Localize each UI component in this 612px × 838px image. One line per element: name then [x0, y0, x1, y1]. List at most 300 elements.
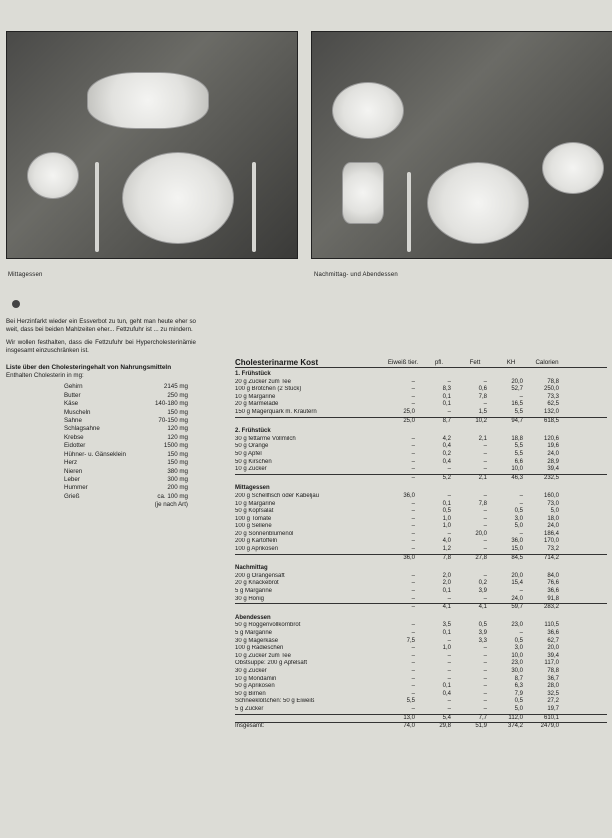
table-row [235, 538, 607, 546]
table-row [235, 580, 607, 588]
table-cell-name: 30 g fettarme Vollmilch [235, 435, 296, 442]
table-cell: – [411, 508, 415, 515]
table-cell: 36,0 [403, 554, 415, 561]
table-cell: 24,0 [547, 450, 559, 457]
table-row [235, 531, 607, 539]
table-cell: 5,4 [442, 714, 451, 721]
table-cell: – [447, 698, 451, 705]
table-cell: 1,5 [478, 408, 487, 415]
table-cell: – [411, 530, 415, 537]
table-row [235, 386, 607, 394]
table-cell-name: 100 g Sellerie [235, 523, 272, 530]
table-header [235, 345, 607, 368]
table-cell: 23,0 [511, 622, 523, 629]
table-sum-row [235, 474, 607, 483]
table-cell: 27,8 [475, 554, 487, 561]
list-item-food: Eidotter [64, 442, 86, 450]
table-cell: 714,2 [543, 554, 559, 561]
list-item-food: Muscheln [64, 408, 91, 416]
list-item [64, 493, 196, 501]
table-section-heading: 2. Frühstück [235, 428, 271, 435]
list-item-food: Gehirn [64, 383, 83, 391]
body-text-column [6, 318, 196, 510]
table-cell: 18,8 [511, 435, 523, 442]
table-sum-row [235, 554, 607, 563]
list-item-value: 2145 mg [163, 383, 188, 391]
table-cell: 5,5 [514, 408, 523, 415]
table-row [235, 401, 607, 409]
table-cell-name: 20 g Sonnenblumenöl [235, 530, 294, 537]
table-cell: 7,5 [406, 637, 415, 644]
table-cell: 32,5 [547, 690, 559, 697]
list-item-value: 120 mg [167, 425, 188, 433]
table-row [235, 676, 607, 684]
table-cell: – [411, 401, 415, 408]
table-cell: 25,0 [403, 408, 415, 415]
table-section-heading: Abendessen [235, 614, 271, 621]
table-cell: 0,4 [442, 458, 451, 465]
table-cell: – [411, 667, 415, 674]
table-cell: – [447, 408, 451, 415]
table-cell: 36,0 [511, 538, 523, 545]
list-item-value: 120 mg [167, 433, 188, 441]
table-cell: – [447, 378, 451, 385]
platter-icon [87, 72, 209, 129]
table-cell-name: Insgesamt: [235, 723, 265, 730]
table-cell: – [447, 530, 451, 537]
table-cell: – [411, 443, 415, 450]
table-cell: – [519, 393, 523, 400]
table-row [235, 523, 607, 531]
table-cell: – [519, 492, 523, 499]
table-cell: 1,0 [442, 515, 451, 522]
table-cell: – [519, 630, 523, 636]
table-cell-name: Schneeklößchen: 50 g Eiweiß [235, 698, 315, 705]
table-cell-name: 100 g Radieschen [235, 645, 284, 652]
table-cell: 7,8 [478, 500, 487, 507]
table-sum-row [235, 417, 607, 426]
table-cell: 2,0 [442, 580, 451, 587]
table-cell: – [483, 401, 487, 408]
list-item-value: 380 mg [167, 467, 188, 475]
table-cell: 3,9 [478, 630, 487, 636]
table-cell: – [519, 500, 523, 507]
cup-icon [542, 142, 604, 194]
table-cell: – [411, 386, 415, 393]
list-item-food: Butter [64, 391, 81, 399]
table-cell-name: 5 g Margarine [235, 630, 273, 636]
header-eiweiss-tier: Eiweiß tier. [387, 359, 419, 367]
list-item [64, 425, 196, 433]
list-item-value: 140-180 mg [154, 400, 188, 408]
table-row [235, 508, 607, 516]
table-cell: 160,0 [543, 492, 559, 499]
table-row [235, 546, 607, 554]
table-cell: – [483, 538, 487, 545]
paragraph-2: Wir wollen festhalten, dass die Fettzufuhr bei Hypercholesterinämie insgesamt einzuschränken ist. [6, 338, 196, 355]
table-cell: 0,5 [478, 622, 487, 629]
list-item-food: Herz [64, 459, 78, 467]
table-cell: 2,1 [478, 435, 487, 442]
table-cell: 0,1 [442, 500, 451, 507]
table-cell: 5,5 [514, 450, 523, 457]
table-cell: 8,7 [514, 675, 523, 682]
table-row [235, 622, 607, 630]
photo-nachmittag-abendessen [311, 31, 612, 259]
table-cell: – [483, 667, 487, 674]
list-item [64, 409, 196, 417]
table-cell: 4,1 [442, 604, 451, 611]
table-cell: – [411, 538, 415, 545]
table-cell: 1,0 [442, 523, 451, 530]
list-subtitle: Enthalten Cholesterin in mg: [6, 372, 84, 380]
table-cell: 3,9 [478, 588, 487, 595]
table-cell: – [447, 652, 451, 659]
table-row [235, 466, 607, 474]
table-cell: – [411, 474, 415, 481]
list-item-value: 300 mg [167, 475, 188, 483]
list-item-food: Krebse [64, 433, 84, 441]
list-item-value: 150 mg [167, 459, 188, 467]
table-cell-name: 5 g Margarine [235, 588, 273, 595]
list-item [64, 501, 196, 509]
diet-table [235, 345, 607, 838]
table-cell: 1,0 [442, 645, 451, 652]
table-cell: 0,1 [442, 588, 451, 595]
list-item [64, 392, 196, 400]
table-row [235, 638, 607, 646]
table-cell: 4,1 [478, 604, 487, 611]
table-cell: 78,8 [547, 667, 559, 674]
knife-icon [252, 162, 256, 252]
table-row [235, 409, 607, 417]
table-cell-name [235, 715, 385, 723]
table-row [235, 683, 607, 691]
table-cell: – [483, 705, 487, 712]
table-cell: 29,8 [439, 723, 451, 730]
table-cell: 78,8 [547, 378, 559, 385]
table-row [235, 588, 607, 596]
table-cell: 74,0 [403, 723, 415, 730]
table-cell: 16,5 [511, 401, 523, 408]
table-cell: 186,4 [543, 530, 559, 537]
table-cell: 0,5 [514, 637, 523, 644]
list-item [64, 442, 196, 450]
table-cell: – [447, 675, 451, 682]
table-cell: 28,9 [547, 458, 559, 465]
table-cell: 7,8 [442, 554, 451, 561]
table-cell: 46,3 [511, 474, 523, 481]
table-row [235, 379, 607, 387]
header-fett: Fett [469, 359, 481, 367]
table-cell: – [411, 450, 415, 457]
table-cell-name: 150 g Magerquark m. Kräutern [235, 408, 317, 415]
table-cell: 0,1 [442, 630, 451, 636]
list-item [64, 451, 196, 459]
table-row [235, 691, 607, 699]
table-cell: 84,0 [547, 572, 559, 579]
table-cell: 20,0 [475, 530, 487, 537]
table-cell: – [411, 705, 415, 712]
table-cell: 8,3 [442, 386, 451, 393]
table-cell: 3,0 [514, 515, 523, 522]
list-item [64, 400, 196, 408]
table-cell: 7,8 [478, 393, 487, 400]
table-cell-name [235, 418, 385, 426]
list-item [64, 434, 196, 442]
table-cell: 24,0 [547, 523, 559, 530]
table-cell: 19,7 [547, 705, 559, 712]
table-cell: 3,3 [478, 637, 487, 644]
table-cell: 20,0 [511, 572, 523, 579]
table-cell-name: 50 g Orange [235, 443, 269, 450]
list-title: Liste über den Cholesteringehalt von Nahrungsmitteln [6, 363, 172, 371]
table-cell-name: 10 g Zucker zum Tee [235, 652, 291, 659]
table-cell: 0,6 [478, 386, 487, 393]
table-cell: 5,0 [514, 705, 523, 712]
table-cell: 36,0 [403, 492, 415, 499]
table-cell: – [411, 466, 415, 473]
table-cell: – [483, 683, 487, 690]
table-cell: – [411, 690, 415, 697]
table-cell: – [483, 458, 487, 465]
header-eiweiss-pfl: pfl. [434, 359, 444, 367]
table-cell: – [411, 595, 415, 602]
table-cell: 0,1 [442, 393, 451, 400]
table-cell: – [483, 443, 487, 450]
table-cell: 6,3 [514, 683, 523, 690]
table-cell-name: 100 g Tomate [235, 515, 272, 522]
table-cell: – [411, 660, 415, 667]
table-cell: 10,2 [475, 417, 487, 424]
table-cell: – [411, 523, 415, 530]
table-cell: – [411, 546, 415, 553]
fork-icon [407, 172, 411, 252]
table-cell: 0,5 [514, 698, 523, 705]
table-cell: – [483, 652, 487, 659]
table-cell: 30,0 [511, 667, 523, 674]
table-cell: 3,0 [514, 645, 523, 652]
table-cell: 73,2 [547, 546, 559, 553]
table-row [235, 653, 607, 661]
table-cell: 36,6 [547, 630, 559, 636]
table-cell: 25,0 [403, 417, 415, 424]
table-cell: 62,7 [547, 637, 559, 644]
table-cell: – [483, 698, 487, 705]
table-cell-name: 50 g Roggenvollkornbrot [235, 622, 301, 629]
list-item-food [64, 501, 128, 509]
table-cell: 5,5 [406, 698, 415, 705]
table-row [235, 645, 607, 653]
table-row [235, 443, 607, 451]
list-item [64, 383, 196, 391]
table-cell: 2,1 [478, 474, 487, 481]
list-item-value: 250 mg [167, 391, 188, 399]
table-row [235, 394, 607, 402]
table-cell: 283,2 [543, 604, 559, 611]
table-cell: 51,9 [475, 723, 487, 730]
table-cell-name: 10 g Margarine [235, 500, 276, 507]
table-cell: – [411, 588, 415, 595]
table-sum-row [235, 714, 607, 723]
table-cell-name: 50 g Aprikosen [235, 683, 275, 690]
table-cell: – [411, 604, 415, 611]
table-cell: – [447, 705, 451, 712]
table-cell: 39,4 [547, 466, 559, 473]
table-row [235, 573, 607, 581]
table-cell: 18,0 [547, 515, 559, 522]
table-cell: – [447, 466, 451, 473]
table-cell: – [483, 660, 487, 667]
list-item-value: ca. 100 mg [157, 492, 188, 500]
list-item [64, 468, 196, 476]
plate-icon [427, 162, 529, 244]
table-cell: 36,7 [547, 675, 559, 682]
table-cell: 4,0 [442, 538, 451, 545]
table-cell-name: 20 g Knäckebrot [235, 580, 279, 587]
table-cell: 5,2 [442, 474, 451, 481]
table-cell: 5,0 [514, 523, 523, 530]
table-cell: – [411, 500, 415, 507]
table-cell: – [411, 630, 415, 636]
table-cell: – [411, 378, 415, 385]
table-cell: 4,2 [442, 435, 451, 442]
table-cell-name: 100 g Aprikosen [235, 546, 279, 553]
table-cell: – [519, 588, 523, 595]
table-row [235, 660, 607, 668]
table-cell: – [447, 595, 451, 602]
plate-icon [122, 152, 234, 244]
table-cell: 610,1 [543, 714, 559, 721]
table-cell-name: 10 g Zucker [235, 466, 267, 473]
table-cell: – [483, 675, 487, 682]
table-cell: – [411, 393, 415, 400]
list-item-food: Schlagsahne [64, 425, 100, 433]
table-cell-name [235, 604, 385, 612]
list-item [64, 484, 196, 492]
table-section-heading: Nachmittag [235, 565, 268, 572]
list-item-value: 150 mg [167, 408, 188, 416]
table-cell: – [483, 378, 487, 385]
table-cell: 20,0 [547, 645, 559, 652]
table-cell: 94,7 [511, 417, 523, 424]
list-item [64, 417, 196, 425]
table-cell: 618,5 [543, 417, 559, 424]
table-cell: 19,6 [547, 443, 559, 450]
list-item-value: 70-150 mg [158, 417, 188, 425]
table-section-heading: 1. Frühstück [235, 371, 271, 377]
table-row [235, 501, 607, 509]
table-cell: – [483, 508, 487, 515]
table-cell: – [483, 572, 487, 579]
table-cell-name: 50 g Apfel [235, 450, 262, 457]
table-cell: 120,6 [543, 435, 559, 442]
table-cell: – [447, 637, 451, 644]
table-row [235, 706, 607, 714]
table-row [235, 516, 607, 524]
table-cell: – [483, 546, 487, 553]
table-cell: 2,0 [442, 572, 451, 579]
photo-mittagessen [6, 31, 298, 259]
table-cell: 170,0 [543, 538, 559, 545]
table-body [235, 371, 607, 731]
table-row [235, 493, 607, 501]
list-item-value: 200 mg [167, 484, 188, 492]
list-item [64, 476, 196, 484]
table-cell: 73,3 [547, 393, 559, 400]
table-cell-name: 30 g Magerkäse [235, 637, 279, 644]
table-cell: 24,0 [511, 595, 523, 602]
list-item-food: Leber [64, 475, 80, 483]
table-cell: 52,7 [511, 386, 523, 393]
list-item [64, 459, 196, 467]
table-cell: – [411, 683, 415, 690]
table-cell: 28,0 [547, 683, 559, 690]
table-cell: 8,7 [442, 417, 451, 424]
table-cell-name: 200 g Kartoffeln [235, 538, 278, 545]
table-cell: 7,9 [514, 690, 523, 697]
table-cell: 132,0 [543, 408, 559, 415]
table-cell-name: 200 g Orangensaft [235, 572, 285, 579]
table-cell: 0,5 [442, 508, 451, 515]
table-cell: 10,0 [511, 652, 523, 659]
table-cell: 0,2 [442, 450, 451, 457]
table-cell: 7,7 [478, 714, 487, 721]
table-cell: 0,4 [442, 443, 451, 450]
table-cell-name: 10 g Mondamin [235, 675, 277, 682]
table-cell-name: 200 g Schellfisch oder Kabeljau [235, 492, 320, 499]
table-cell-name: 20 g Zucker zum Tee [235, 378, 291, 385]
table-cell: – [411, 652, 415, 659]
table-row [235, 596, 607, 604]
header-calorien: Calorien [535, 359, 559, 367]
table-cell: – [483, 645, 487, 652]
bread-basket-icon [332, 82, 404, 139]
table-cell: 112,0 [508, 714, 523, 721]
table-cell: 0,1 [442, 683, 451, 690]
table-cell: 15,4 [511, 580, 523, 587]
table-cell: 374,2 [507, 723, 523, 730]
table-row [235, 459, 607, 467]
table-cell-name: 20 g Marmelade [235, 401, 279, 408]
table-cell: – [411, 515, 415, 522]
table-cell: 0,1 [442, 401, 451, 408]
list-item-value: 1500 mg [163, 442, 188, 450]
table-cell: 117,0 [544, 660, 559, 667]
table-cell: – [483, 450, 487, 457]
table-cell: 0,5 [514, 508, 523, 515]
caption-right: Nachmittag- und Abendessen [314, 272, 398, 278]
table-row [235, 436, 607, 444]
table-cell: 250,0 [543, 386, 559, 393]
table-cell: 20,0 [511, 378, 523, 385]
table-cell: – [411, 675, 415, 682]
table-row [235, 698, 607, 706]
table-cell: 3,5 [442, 622, 451, 629]
table-cell: 0,4 [442, 690, 451, 697]
table-sum-row [235, 603, 607, 612]
table-cell: 15,0 [511, 546, 523, 553]
table-cell: 36,6 [547, 588, 559, 595]
table-cell: 76,6 [547, 580, 559, 587]
paragraph-1: Bei Herzinfarkt wieder ein Essverbot zu tun, geht man heute eher so weit, dass bei beiden Mahlzeiten eher... Fettzufuhr ist ... zu mindern. [6, 318, 196, 334]
table-cell-name: Obstsuppe: 200 g Apfelsaft [235, 660, 308, 667]
list-item-food: Nieren [64, 467, 83, 475]
table-cell-name: 50 g Birnen [235, 690, 266, 697]
table-cell-name: 30 g Zucker [235, 667, 267, 674]
table-cell: – [447, 492, 451, 499]
table-cell: 27,2 [547, 698, 559, 705]
